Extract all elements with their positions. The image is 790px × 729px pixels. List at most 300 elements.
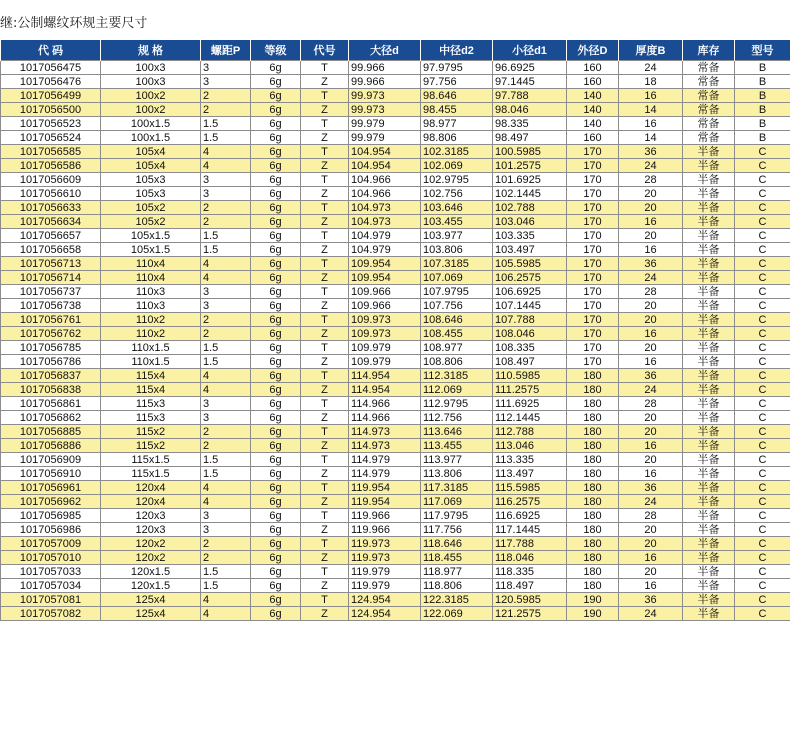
cell-minor: 118.497 xyxy=(493,579,567,593)
table-row xyxy=(1,61,790,75)
cell-grade: 6g xyxy=(251,607,301,621)
cell-outer: 180 xyxy=(567,453,619,467)
cell-pitch: 2 xyxy=(201,89,251,103)
cell-type: C xyxy=(735,565,790,579)
cell-spec: 115x1.5 xyxy=(101,467,201,481)
cell-stock: 常备 xyxy=(683,89,735,103)
cell-minor: 101.2575 xyxy=(493,159,567,173)
cell-stock: 半备 xyxy=(683,397,735,411)
header-outer-diameter: 外径D xyxy=(567,40,619,61)
cell-minor: 108.046 xyxy=(493,327,567,341)
cell-pitch_dia: 118.806 xyxy=(421,579,493,593)
cell-mark: Z xyxy=(301,495,349,509)
cell-minor: 103.046 xyxy=(493,215,567,229)
table-row xyxy=(1,75,790,89)
cell-grade: 6g xyxy=(251,229,301,243)
cell-major: 119.954 xyxy=(349,481,421,495)
table-row xyxy=(1,313,790,327)
cell-pitch_dia: 107.756 xyxy=(421,299,493,313)
cell-mark: T xyxy=(301,593,349,607)
cell-pitch_dia: 112.3185 xyxy=(421,369,493,383)
cell-spec: 110x1.5 xyxy=(101,355,201,369)
cell-grade: 6g xyxy=(251,159,301,173)
cell-minor: 118.335 xyxy=(493,565,567,579)
cell-code: 1017056910 xyxy=(1,467,101,481)
cell-major: 119.966 xyxy=(349,523,421,537)
cell-type: C xyxy=(735,173,790,187)
cell-mark: Z xyxy=(301,131,349,145)
header-stock: 库存 xyxy=(683,40,735,61)
cell-thickness: 24 xyxy=(619,607,683,621)
cell-pitch_dia: 103.806 xyxy=(421,243,493,257)
cell-spec: 105x3 xyxy=(101,187,201,201)
table-row xyxy=(1,243,790,257)
cell-stock: 半备 xyxy=(683,551,735,565)
cell-type: C xyxy=(735,397,790,411)
cell-spec: 100x3 xyxy=(101,61,201,75)
cell-spec: 100x2 xyxy=(101,89,201,103)
cell-spec: 105x2 xyxy=(101,215,201,229)
cell-thickness: 28 xyxy=(619,509,683,523)
table-header-row xyxy=(1,40,790,61)
cell-pitch: 2 xyxy=(201,551,251,565)
cell-pitch_dia: 118.977 xyxy=(421,565,493,579)
cell-type: C xyxy=(735,607,790,621)
cell-code: 1017056633 xyxy=(1,201,101,215)
header-thickness: 厚度B xyxy=(619,40,683,61)
cell-type: C xyxy=(735,299,790,313)
cell-minor: 103.335 xyxy=(493,229,567,243)
cell-spec: 120x2 xyxy=(101,551,201,565)
cell-pitch: 2 xyxy=(201,103,251,117)
cell-code: 1017056499 xyxy=(1,89,101,103)
cell-type: B xyxy=(735,89,790,103)
cell-stock: 半备 xyxy=(683,579,735,593)
cell-spec: 125x4 xyxy=(101,593,201,607)
cell-pitch_dia: 118.455 xyxy=(421,551,493,565)
table-row xyxy=(1,187,790,201)
cell-mark: T xyxy=(301,425,349,439)
cell-spec: 105x1.5 xyxy=(101,243,201,257)
cell-spec: 110x4 xyxy=(101,257,201,271)
header-spec: 规 格 xyxy=(101,40,201,61)
cell-thickness: 36 xyxy=(619,593,683,607)
cell-outer: 160 xyxy=(567,61,619,75)
cell-code: 1017056658 xyxy=(1,243,101,257)
cell-outer: 140 xyxy=(567,117,619,131)
cell-pitch_dia: 102.069 xyxy=(421,159,493,173)
cell-spec: 120x1.5 xyxy=(101,579,201,593)
cell-pitch_dia: 108.455 xyxy=(421,327,493,341)
cell-spec: 100x1.5 xyxy=(101,131,201,145)
cell-major: 114.954 xyxy=(349,383,421,397)
cell-grade: 6g xyxy=(251,61,301,75)
cell-major: 99.966 xyxy=(349,61,421,75)
cell-type: C xyxy=(735,341,790,355)
table-row xyxy=(1,299,790,313)
cell-stock: 半备 xyxy=(683,481,735,495)
cell-spec: 120x3 xyxy=(101,523,201,537)
cell-outer: 170 xyxy=(567,145,619,159)
cell-stock: 半备 xyxy=(683,439,735,453)
cell-stock: 半备 xyxy=(683,425,735,439)
cell-major: 109.973 xyxy=(349,327,421,341)
cell-pitch_dia: 98.806 xyxy=(421,131,493,145)
cell-type: C xyxy=(735,537,790,551)
cell-minor: 108.497 xyxy=(493,355,567,369)
cell-spec: 110x1.5 xyxy=(101,341,201,355)
cell-pitch_dia: 107.9795 xyxy=(421,285,493,299)
cell-pitch: 2 xyxy=(201,327,251,341)
table-row xyxy=(1,481,790,495)
cell-spec: 120x4 xyxy=(101,495,201,509)
cell-code: 1017056609 xyxy=(1,173,101,187)
page-title: 继:公制螺纹环规主要尺寸 xyxy=(0,16,148,31)
cell-spec: 105x2 xyxy=(101,201,201,215)
table-row xyxy=(1,117,790,131)
cell-spec: 110x4 xyxy=(101,271,201,285)
cell-stock: 半备 xyxy=(683,299,735,313)
cell-outer: 180 xyxy=(567,425,619,439)
cell-pitch: 3 xyxy=(201,509,251,523)
cell-stock: 半备 xyxy=(683,313,735,327)
cell-grade: 6g xyxy=(251,75,301,89)
cell-pitch_dia: 97.9795 xyxy=(421,61,493,75)
table-row xyxy=(1,159,790,173)
cell-pitch_dia: 98.455 xyxy=(421,103,493,117)
cell-major: 114.954 xyxy=(349,369,421,383)
cell-mark: Z xyxy=(301,467,349,481)
cell-pitch: 2 xyxy=(201,313,251,327)
cell-spec: 115x3 xyxy=(101,411,201,425)
cell-outer: 170 xyxy=(567,187,619,201)
cell-thickness: 20 xyxy=(619,341,683,355)
cell-outer: 180 xyxy=(567,523,619,537)
cell-code: 1017056886 xyxy=(1,439,101,453)
cell-major: 99.966 xyxy=(349,75,421,89)
cell-grade: 6g xyxy=(251,537,301,551)
cell-type: C xyxy=(735,425,790,439)
cell-major: 109.966 xyxy=(349,285,421,299)
cell-spec: 100x2 xyxy=(101,103,201,117)
cell-mark: Z xyxy=(301,243,349,257)
cell-type: C xyxy=(735,215,790,229)
cell-code: 1017057010 xyxy=(1,551,101,565)
cell-type: C xyxy=(735,495,790,509)
cell-minor: 121.2575 xyxy=(493,607,567,621)
cell-outer: 190 xyxy=(567,593,619,607)
cell-stock: 半备 xyxy=(683,411,735,425)
cell-grade: 6g xyxy=(251,355,301,369)
cell-code: 1017056500 xyxy=(1,103,101,117)
cell-outer: 180 xyxy=(567,369,619,383)
cell-type: C xyxy=(735,243,790,257)
cell-pitch_dia: 103.646 xyxy=(421,201,493,215)
cell-major: 119.973 xyxy=(349,551,421,565)
cell-mark: Z xyxy=(301,299,349,313)
cell-stock: 半备 xyxy=(683,509,735,523)
cell-stock: 半备 xyxy=(683,145,735,159)
cell-outer: 170 xyxy=(567,341,619,355)
cell-mark: T xyxy=(301,61,349,75)
cell-type: B xyxy=(735,103,790,117)
cell-thickness: 36 xyxy=(619,257,683,271)
table-row xyxy=(1,355,790,369)
cell-major: 119.954 xyxy=(349,495,421,509)
cell-outer: 180 xyxy=(567,509,619,523)
cell-mark: T xyxy=(301,509,349,523)
cell-outer: 180 xyxy=(567,551,619,565)
cell-thickness: 24 xyxy=(619,383,683,397)
cell-code: 1017056475 xyxy=(1,61,101,75)
cell-pitch_dia: 117.9795 xyxy=(421,509,493,523)
cell-pitch_dia: 108.646 xyxy=(421,313,493,327)
cell-spec: 105x4 xyxy=(101,159,201,173)
cell-type: C xyxy=(735,593,790,607)
cell-outer: 140 xyxy=(567,89,619,103)
cell-mark: Z xyxy=(301,355,349,369)
cell-code: 1017056861 xyxy=(1,397,101,411)
cell-code: 1017056837 xyxy=(1,369,101,383)
cell-outer: 170 xyxy=(567,327,619,341)
cell-type: B xyxy=(735,75,790,89)
cell-code: 1017056586 xyxy=(1,159,101,173)
cell-major: 114.979 xyxy=(349,453,421,467)
cell-mark: T xyxy=(301,229,349,243)
thread-ring-gauge-table xyxy=(0,40,790,621)
cell-pitch: 4 xyxy=(201,593,251,607)
cell-code: 1017056737 xyxy=(1,285,101,299)
cell-pitch_dia: 102.9795 xyxy=(421,173,493,187)
cell-major: 119.966 xyxy=(349,509,421,523)
table-row xyxy=(1,551,790,565)
cell-pitch: 3 xyxy=(201,173,251,187)
header-mark: 代号 xyxy=(301,40,349,61)
cell-outer: 180 xyxy=(567,397,619,411)
cell-thickness: 20 xyxy=(619,229,683,243)
cell-stock: 半备 xyxy=(683,187,735,201)
cell-thickness: 20 xyxy=(619,299,683,313)
cell-minor: 106.6925 xyxy=(493,285,567,299)
cell-thickness: 16 xyxy=(619,355,683,369)
header-code: 代 码 xyxy=(1,40,101,61)
cell-outer: 170 xyxy=(567,159,619,173)
cell-grade: 6g xyxy=(251,257,301,271)
cell-spec: 100x1.5 xyxy=(101,117,201,131)
cell-thickness: 18 xyxy=(619,75,683,89)
header-major-diameter: 大径d xyxy=(349,40,421,61)
cell-minor: 102.788 xyxy=(493,201,567,215)
cell-thickness: 36 xyxy=(619,145,683,159)
cell-mark: T xyxy=(301,173,349,187)
cell-thickness: 20 xyxy=(619,201,683,215)
cell-outer: 140 xyxy=(567,103,619,117)
cell-grade: 6g xyxy=(251,145,301,159)
cell-type: B xyxy=(735,131,790,145)
cell-grade: 6g xyxy=(251,243,301,257)
cell-stock: 半备 xyxy=(683,285,735,299)
cell-major: 104.973 xyxy=(349,215,421,229)
cell-thickness: 36 xyxy=(619,481,683,495)
cell-outer: 180 xyxy=(567,495,619,509)
cell-type: C xyxy=(735,313,790,327)
cell-pitch_dia: 117.3185 xyxy=(421,481,493,495)
cell-grade: 6g xyxy=(251,313,301,327)
cell-outer: 180 xyxy=(567,383,619,397)
cell-minor: 101.6925 xyxy=(493,173,567,187)
cell-pitch: 2 xyxy=(201,439,251,453)
cell-minor: 107.788 xyxy=(493,313,567,327)
cell-pitch_dia: 102.3185 xyxy=(421,145,493,159)
cell-grade: 6g xyxy=(251,117,301,131)
cell-stock: 半备 xyxy=(683,173,735,187)
cell-grade: 6g xyxy=(251,439,301,453)
cell-major: 124.954 xyxy=(349,607,421,621)
cell-thickness: 20 xyxy=(619,537,683,551)
cell-thickness: 24 xyxy=(619,271,683,285)
cell-pitch: 1.5 xyxy=(201,467,251,481)
cell-grade: 6g xyxy=(251,103,301,117)
cell-major: 119.979 xyxy=(349,565,421,579)
cell-stock: 半备 xyxy=(683,537,735,551)
cell-pitch_dia: 113.646 xyxy=(421,425,493,439)
cell-major: 104.966 xyxy=(349,173,421,187)
cell-grade: 6g xyxy=(251,201,301,215)
cell-thickness: 20 xyxy=(619,187,683,201)
cell-thickness: 28 xyxy=(619,397,683,411)
cell-pitch_dia: 107.069 xyxy=(421,271,493,285)
cell-stock: 常备 xyxy=(683,117,735,131)
cell-outer: 170 xyxy=(567,215,619,229)
cell-outer: 170 xyxy=(567,355,619,369)
table-row xyxy=(1,579,790,593)
cell-outer: 160 xyxy=(567,131,619,145)
cell-outer: 180 xyxy=(567,481,619,495)
cell-outer: 170 xyxy=(567,243,619,257)
cell-grade: 6g xyxy=(251,131,301,145)
cell-stock: 常备 xyxy=(683,131,735,145)
cell-major: 104.979 xyxy=(349,243,421,257)
cell-pitch: 3 xyxy=(201,285,251,299)
table-row xyxy=(1,495,790,509)
cell-mark: T xyxy=(301,117,349,131)
cell-pitch: 1.5 xyxy=(201,453,251,467)
cell-major: 99.973 xyxy=(349,103,421,117)
cell-outer: 170 xyxy=(567,299,619,313)
cell-mark: T xyxy=(301,145,349,159)
cell-pitch: 4 xyxy=(201,607,251,621)
table-row xyxy=(1,229,790,243)
cell-mark: Z xyxy=(301,439,349,453)
table-row xyxy=(1,89,790,103)
cell-outer: 170 xyxy=(567,285,619,299)
cell-code: 1017056762 xyxy=(1,327,101,341)
cell-pitch: 4 xyxy=(201,369,251,383)
cell-major: 109.954 xyxy=(349,271,421,285)
cell-pitch: 4 xyxy=(201,159,251,173)
cell-pitch_dia: 113.806 xyxy=(421,467,493,481)
cell-pitch: 4 xyxy=(201,481,251,495)
cell-type: C xyxy=(735,201,790,215)
cell-type: C xyxy=(735,355,790,369)
table-row xyxy=(1,383,790,397)
cell-minor: 106.2575 xyxy=(493,271,567,285)
cell-pitch: 1.5 xyxy=(201,243,251,257)
cell-grade: 6g xyxy=(251,369,301,383)
cell-outer: 180 xyxy=(567,467,619,481)
cell-spec: 120x2 xyxy=(101,537,201,551)
cell-pitch: 1.5 xyxy=(201,565,251,579)
table-row xyxy=(1,201,790,215)
cell-code: 1017056524 xyxy=(1,131,101,145)
cell-thickness: 24 xyxy=(619,159,683,173)
cell-mark: T xyxy=(301,285,349,299)
cell-thickness: 16 xyxy=(619,551,683,565)
cell-minor: 117.788 xyxy=(493,537,567,551)
cell-spec: 100x3 xyxy=(101,75,201,89)
cell-minor: 113.046 xyxy=(493,439,567,453)
cell-type: C xyxy=(735,159,790,173)
cell-mark: Z xyxy=(301,383,349,397)
table-row xyxy=(1,145,790,159)
cell-type: C xyxy=(735,453,790,467)
cell-mark: T xyxy=(301,257,349,271)
table-row xyxy=(1,257,790,271)
cell-minor: 98.497 xyxy=(493,131,567,145)
cell-pitch: 1.5 xyxy=(201,341,251,355)
cell-major: 124.954 xyxy=(349,593,421,607)
cell-grade: 6g xyxy=(251,397,301,411)
cell-mark: Z xyxy=(301,579,349,593)
cell-grade: 6g xyxy=(251,341,301,355)
cell-pitch_dia: 112.069 xyxy=(421,383,493,397)
cell-spec: 115x2 xyxy=(101,425,201,439)
cell-minor: 98.335 xyxy=(493,117,567,131)
cell-pitch: 3 xyxy=(201,411,251,425)
cell-grade: 6g xyxy=(251,327,301,341)
table-row xyxy=(1,369,790,383)
cell-stock: 半备 xyxy=(683,355,735,369)
cell-code: 1017057081 xyxy=(1,593,101,607)
cell-stock: 半备 xyxy=(683,243,735,257)
cell-spec: 115x4 xyxy=(101,383,201,397)
cell-outer: 180 xyxy=(567,411,619,425)
cell-thickness: 16 xyxy=(619,327,683,341)
cell-spec: 110x2 xyxy=(101,313,201,327)
cell-code: 1017056761 xyxy=(1,313,101,327)
table-row xyxy=(1,341,790,355)
cell-pitch_dia: 113.455 xyxy=(421,439,493,453)
cell-pitch: 3 xyxy=(201,299,251,313)
cell-pitch_dia: 112.9795 xyxy=(421,397,493,411)
cell-code: 1017057033 xyxy=(1,565,101,579)
cell-major: 99.973 xyxy=(349,89,421,103)
cell-stock: 半备 xyxy=(683,341,735,355)
cell-grade: 6g xyxy=(251,523,301,537)
cell-pitch_dia: 103.455 xyxy=(421,215,493,229)
table-row xyxy=(1,453,790,467)
cell-code: 1017056714 xyxy=(1,271,101,285)
cell-stock: 半备 xyxy=(683,229,735,243)
cell-major: 114.973 xyxy=(349,439,421,453)
cell-minor: 116.6925 xyxy=(493,509,567,523)
header-minor-diameter: 小径d1 xyxy=(493,40,567,61)
cell-minor: 108.335 xyxy=(493,341,567,355)
cell-stock: 半备 xyxy=(683,607,735,621)
cell-grade: 6g xyxy=(251,173,301,187)
cell-mark: Z xyxy=(301,271,349,285)
cell-minor: 113.335 xyxy=(493,453,567,467)
